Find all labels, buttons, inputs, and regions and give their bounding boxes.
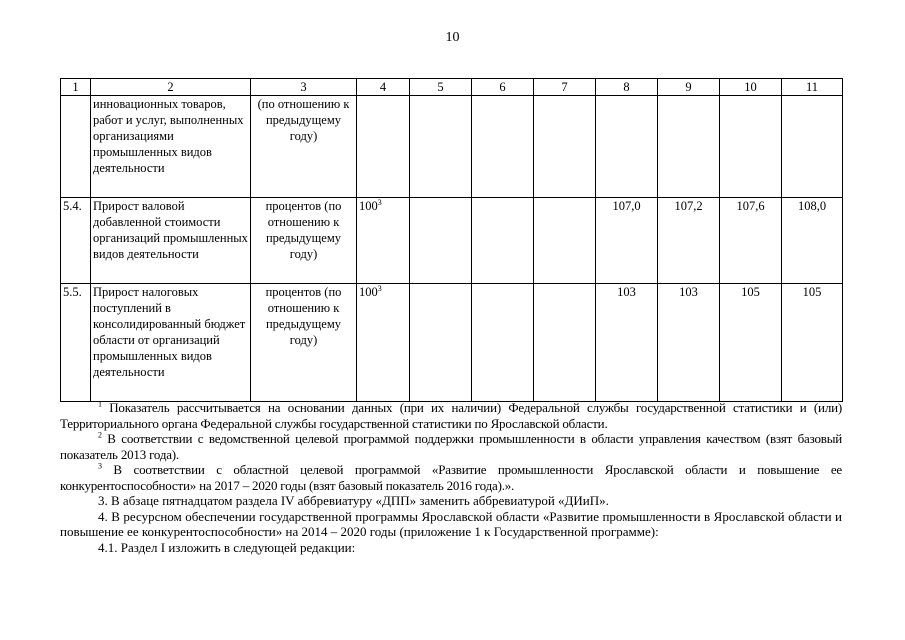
column-header: 6 <box>472 79 534 96</box>
value-cell <box>658 96 720 198</box>
footnote-text: В соответствии с областной целевой программой «Развитие промышленности Ярославской области и повышение ее конкурентоспособности» на 2017 – 2020 годы (взят базовый показатель 2016 года).». <box>60 462 842 493</box>
column-header: 1 <box>61 79 91 96</box>
body-paragraph: 3. В абзаце пятнадцатом раздела IV аббревиатуру «ДПП» заменить аббревиатурой «ДИиП». <box>98 493 609 508</box>
table-row <box>61 198 843 284</box>
column-header: 4 <box>357 79 410 96</box>
footnote-text: В соответствии с ведомственной целевой программой поддержки промышленности в области управления качеством (взят базовый показатель 2013 года). <box>60 431 842 462</box>
table-row <box>61 284 843 402</box>
indicator-name: инновационных товаров, работ и услуг, выполненных организациями промышленных видов деятельности <box>91 96 251 198</box>
footnote-mark: 2 <box>98 430 102 440</box>
base-value-cell <box>357 96 410 198</box>
base-value: 100 <box>359 285 378 299</box>
value-cell: 107,2 <box>658 198 720 284</box>
unit-cell: процентов (по отношению к предыдущему году) <box>251 198 357 284</box>
value-cell <box>472 96 534 198</box>
footnote <box>60 431 842 462</box>
value-cell <box>782 96 843 198</box>
unit-cell: процентов (по отношению к предыдущему году) <box>251 284 357 402</box>
value-cell <box>410 284 472 402</box>
notes-section <box>60 400 842 555</box>
column-header: 10 <box>720 79 782 96</box>
value-cell: 105 <box>782 284 843 402</box>
indicator-name: Прирост налоговых поступлений в консолидированный бюджет области от организаций промышленных видов деятельности <box>91 284 251 402</box>
value-cell <box>472 284 534 402</box>
value-cell <box>720 96 782 198</box>
column-header: 9 <box>658 79 720 96</box>
footnote-ref: 3 <box>377 283 382 293</box>
footnote-mark: 3 <box>98 461 102 471</box>
page-number: 10 <box>445 30 460 45</box>
value-cell: 107,6 <box>720 198 782 284</box>
value-cell <box>534 198 596 284</box>
unit-cell: (по отношению к предыдущему году) <box>251 96 357 198</box>
footnote <box>60 462 842 493</box>
column-header: 11 <box>782 79 843 96</box>
base-value-cell <box>357 198 410 284</box>
value-cell <box>534 284 596 402</box>
value-cell <box>534 96 596 198</box>
value-cell: 103 <box>596 284 658 402</box>
body-paragraph: 4. В ресурсном обеспечении государственной программы Ярославской области «Развитие промышленности в Ярославской области и повышение ее конкурентоспособности» на 2014 – 2020 годы (приложение 1 к Государственной программе): <box>60 508 842 539</box>
column-header: 8 <box>596 79 658 96</box>
column-header: 2 <box>91 79 251 96</box>
footnote-mark: 1 <box>98 399 102 409</box>
value-cell: 103 <box>658 284 720 402</box>
footnote-text: Показатель рассчитывается на основании данных (при их наличии) Федеральной службы государственной статистики и (или) Территориального органа Федеральной службы государственной статистики по Ярославской области. <box>60 400 842 431</box>
base-value-cell <box>357 284 410 402</box>
table-header-row <box>61 79 843 96</box>
value-cell <box>596 96 658 198</box>
column-header: 3 <box>251 79 357 96</box>
column-header: 7 <box>534 79 596 96</box>
row-number <box>61 96 91 198</box>
base-value: 100 <box>359 199 378 213</box>
value-cell: 108,0 <box>782 198 843 284</box>
value-cell: 105 <box>720 284 782 402</box>
footnote <box>60 400 842 431</box>
column-header: 5 <box>410 79 472 96</box>
row-number: 5.5. <box>61 284 91 402</box>
row-number: 5.4. <box>61 198 91 284</box>
indicator-name: Прирост валовой добавленной стоимости организаций промышленных видов деятельности <box>91 198 251 284</box>
value-cell <box>410 198 472 284</box>
value-cell <box>472 198 534 284</box>
value-cell: 107,0 <box>596 198 658 284</box>
indicators-table <box>60 78 843 402</box>
table-row <box>61 96 843 198</box>
value-cell <box>410 96 472 198</box>
footnote-ref: 3 <box>377 197 382 207</box>
body-paragraph: 4.1. Раздел I изложить в следующей редакции: <box>98 539 356 555</box>
